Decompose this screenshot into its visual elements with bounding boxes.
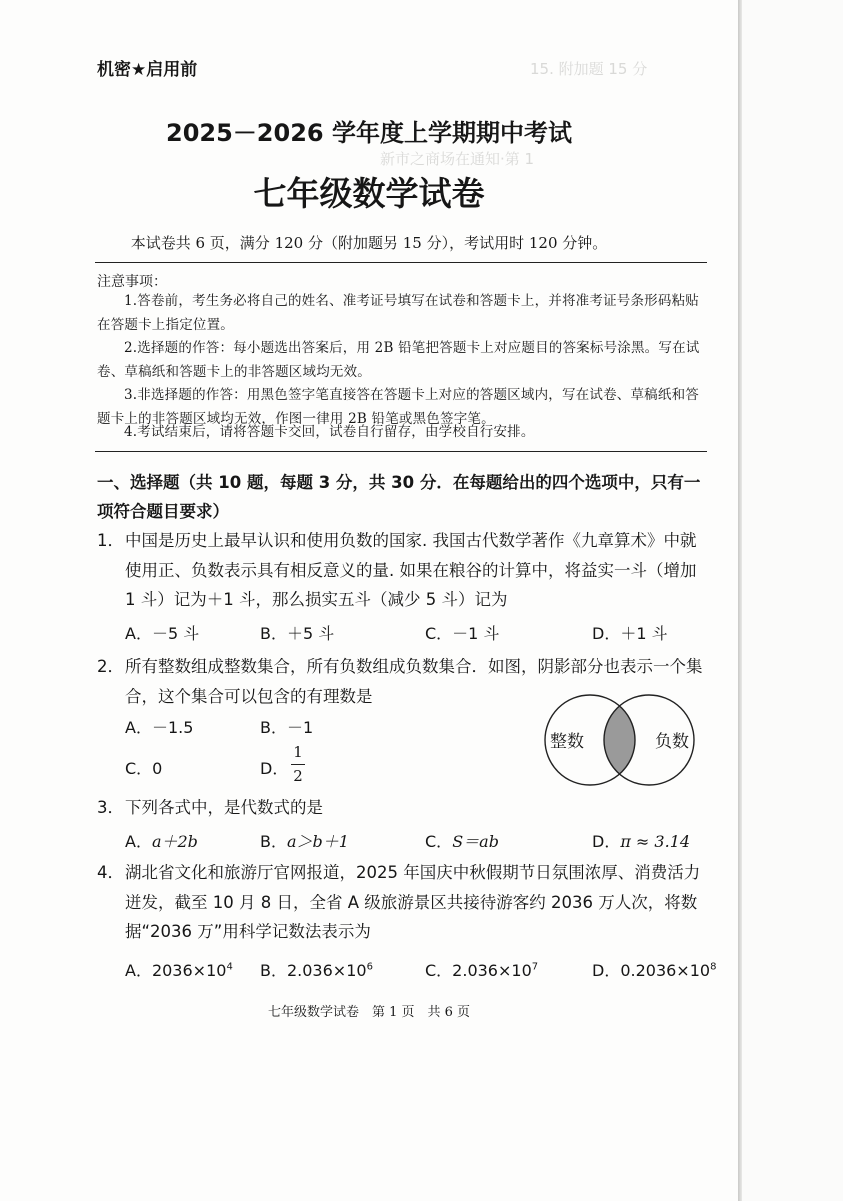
question-1 bbox=[97, 526, 703, 615]
page-footer: 七年级数学试卷 第 1 页 共 6 页 bbox=[267, 1005, 471, 1020]
notice-heading: 注意事项： bbox=[97, 274, 167, 290]
option-value: A．2036×10 bbox=[125, 961, 227, 980]
question-3 bbox=[97, 793, 703, 823]
question-number: 2． bbox=[97, 657, 124, 676]
option-d bbox=[592, 829, 690, 852]
option-d: D． bbox=[260, 759, 289, 778]
paper-title: 七年级数学试卷 bbox=[253, 174, 485, 213]
fraction-denominator: 2 bbox=[293, 767, 303, 785]
exponent: 8 bbox=[710, 961, 717, 973]
venn-integer-label: 整数 bbox=[550, 732, 584, 752]
paper-info: 本试卷共 6 页，满分 120 分（附加题另 15 分），考试用时 120 分钟。 bbox=[130, 234, 608, 252]
venn-diagram bbox=[535, 693, 705, 788]
option-b: B．－1 bbox=[260, 718, 314, 737]
bleed-through-text: 15. 附加题 15 分 bbox=[530, 60, 648, 78]
question-number: 1． bbox=[97, 531, 124, 550]
question-text: 所有整数组成整数集合，所有负数组成负数集合．如图，阴影部分也表示一个集合，这个集合可以包含的有理数是 bbox=[125, 657, 703, 706]
option-letter: C． bbox=[425, 832, 453, 851]
option-b: B．＋5 斗 bbox=[260, 624, 335, 643]
bottom-divider bbox=[95, 451, 707, 452]
notice-item: 2.选择题的作答：每小题选出答案后，用 2B 铅笔把答题卡上对应题目的答案标号涂黑。写在试卷、草稿纸和答题卡上的非答题区域均无效。 bbox=[97, 340, 700, 380]
question-text: 下列各式中，是代数式的是 bbox=[125, 798, 323, 817]
exponent: 7 bbox=[531, 961, 539, 973]
expression: a＋2b bbox=[151, 832, 198, 851]
option-letter: B． bbox=[260, 832, 287, 851]
option-value: B．2.036×10 bbox=[260, 961, 367, 980]
option-c bbox=[425, 829, 499, 852]
fraction-one-half bbox=[291, 743, 305, 785]
exponent: 4 bbox=[226, 961, 233, 973]
option-a: A．－1.5 bbox=[125, 718, 194, 737]
expression: S＝ab bbox=[452, 832, 499, 851]
option-value: D．0.2036×10 bbox=[592, 961, 711, 980]
bleed-through-text: 新市之商场在通知·第 1 bbox=[380, 150, 535, 168]
venn-negative-label: 负数 bbox=[655, 732, 689, 752]
notice-item: 3.非选择题的作答：用黑色签字笔直接答在答题卡上对应的答题区域内，写在试卷、草稿纸和答题卡上的非答题区域均无效，作图一律用 2B 铅笔或黑色签字笔。 bbox=[97, 387, 699, 427]
question-number: 3． bbox=[97, 798, 124, 817]
option-letter: A． bbox=[125, 832, 152, 851]
question-text: 中国是历史上最早认识和使用负数的国家. 我国古代数学著作《九章算术》中就使用正、负数表示具有相反意义的量. 如果在粮谷的计算中，将益实一斗（增加 1 斗）记为＋1 斗，那么损实五斗（减少 5 斗）记为 bbox=[125, 531, 697, 609]
question-text: 湖北省文化和旅游厅官网报道，2025 年国庆中秋假期节日氛围浓厚、消费活力迸发，截至 10 月 8 日，全省 A 级旅游景区共接待游客约 2036 万人次，将数据“2036 万”用科学记数法表示为 bbox=[125, 863, 701, 941]
option-b bbox=[260, 829, 349, 852]
question-4 bbox=[97, 858, 703, 947]
section-heading: 一、选择题（共 10 题，每题 3 分，共 30 分．在每题给出的四个选项中，只有一项符合题目要求） bbox=[97, 473, 701, 521]
option-a: A．－5 斗 bbox=[125, 624, 200, 643]
option-c bbox=[425, 958, 538, 981]
notice-item: 1.答卷前，考生务必将自己的姓名、准考证号填写在试卷和答题卡上，并将准考证号条形码粘贴在答题卡上指定位置。 bbox=[97, 293, 699, 333]
exponent: 6 bbox=[366, 961, 373, 973]
expression: π ≈ 3.14 bbox=[620, 832, 691, 851]
option-a bbox=[125, 958, 233, 981]
option-a bbox=[125, 829, 198, 852]
option-letter: D． bbox=[592, 832, 621, 851]
fraction-bar bbox=[291, 764, 305, 765]
option-value: C．2.036×10 bbox=[425, 961, 532, 980]
page-edge-shadow bbox=[738, 0, 742, 1201]
option-d: D．＋1 斗 bbox=[592, 624, 668, 643]
option-c: C．0 bbox=[125, 759, 163, 778]
exam-title: 2025－2026 学年度上学期期中考试 bbox=[166, 119, 572, 147]
option-c: C．－1 斗 bbox=[425, 624, 500, 643]
option-b bbox=[260, 958, 373, 981]
question-number: 4． bbox=[97, 863, 124, 882]
confidential-mark: 机密★启用前 bbox=[97, 60, 198, 80]
fraction-numerator: 1 bbox=[293, 743, 303, 761]
expression: a＞b＋1 bbox=[286, 832, 349, 851]
top-divider bbox=[95, 262, 707, 263]
notice-item: 4.考试结束后，请将答题卡交回，试卷自行留存，由学校自行安排。 bbox=[124, 424, 535, 440]
option-d bbox=[592, 958, 716, 981]
